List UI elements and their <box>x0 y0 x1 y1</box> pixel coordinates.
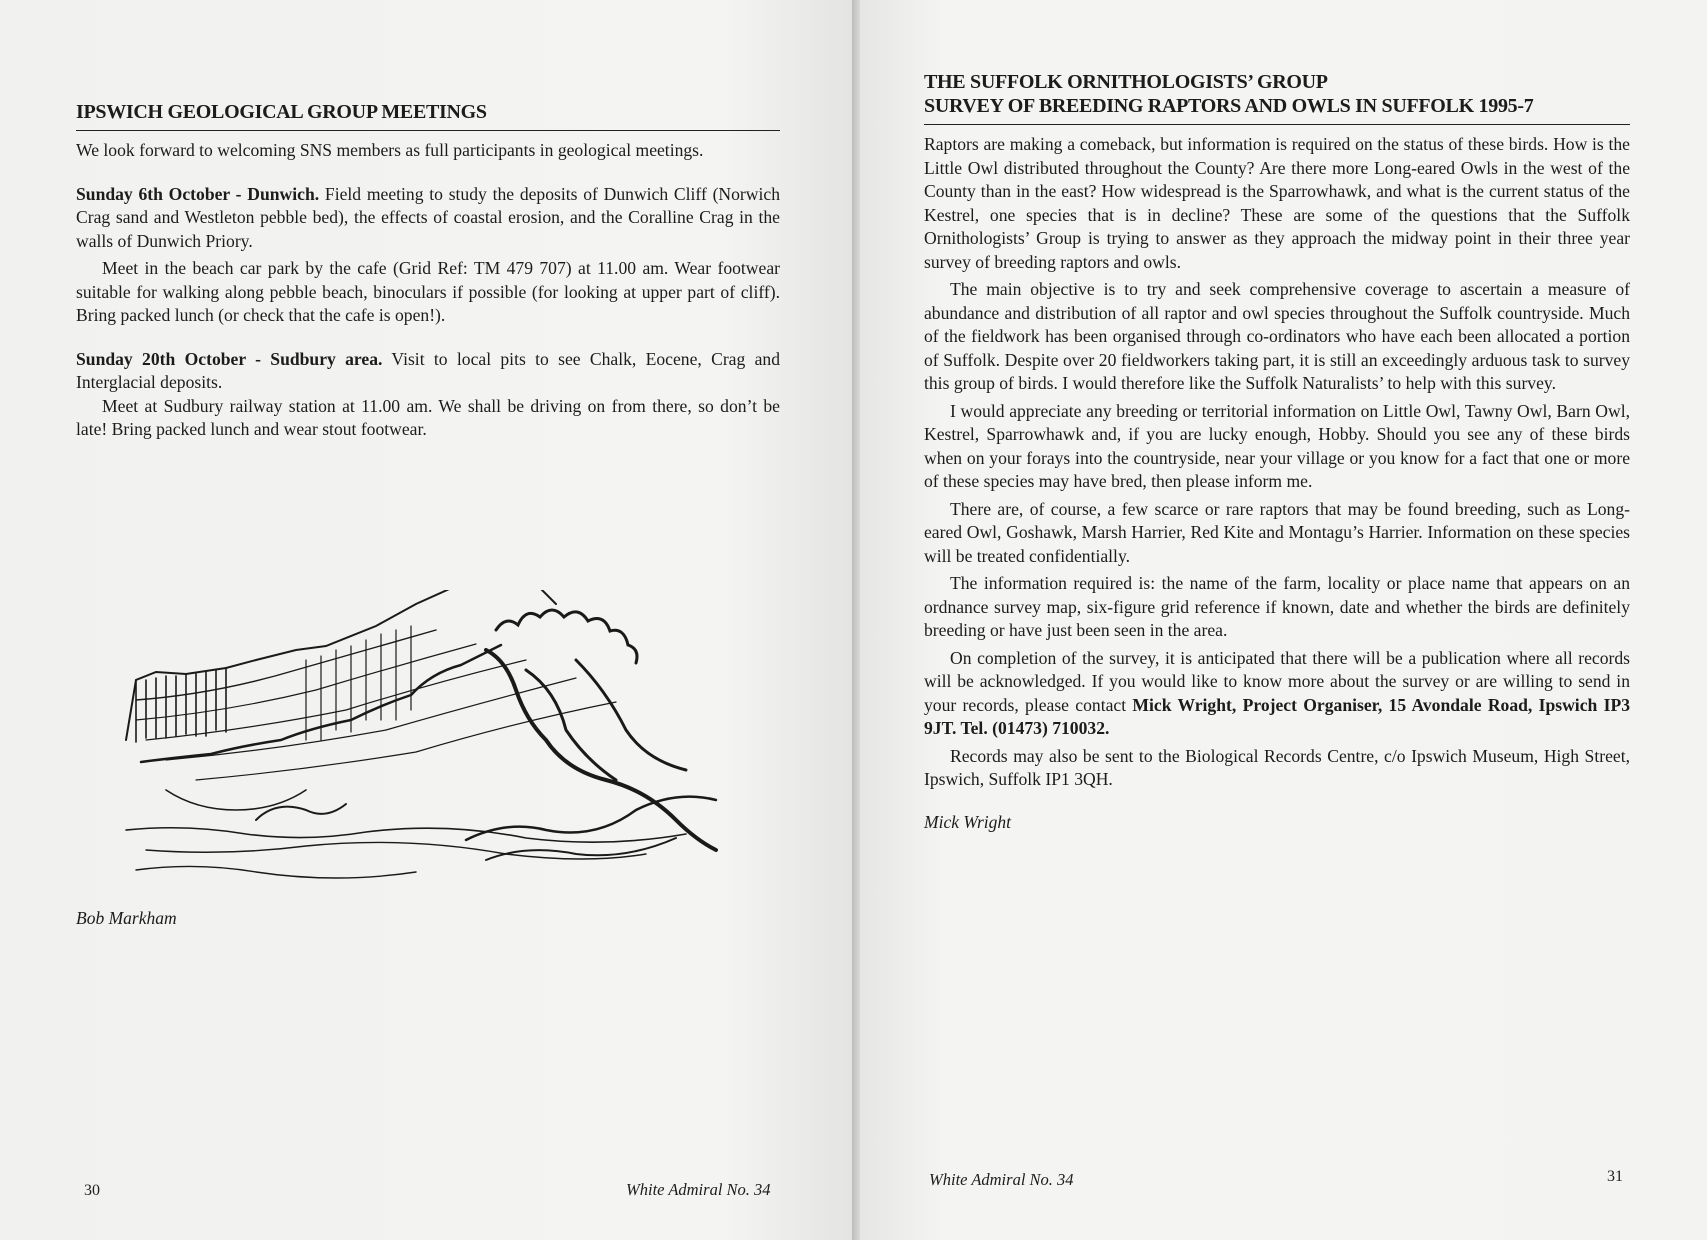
magazine-title-left: White Admiral No. 34 <box>626 1180 771 1199</box>
meeting1-details: Meet in the beach car park by the cafe (Grid Ref: TM 479 707) at 11.00 am. Wear footwear suitable for walking along pebble beach, binoculars if possible (for looking at upper part of cliff). Bring packed lunch (or check that the cafe is open!). <box>76 258 780 325</box>
author-signature-right: Mick Wright <box>924 811 1011 832</box>
survey-paragraph-3: I would appreciate any breeding or territorial information on Little Owl, Tawny Owl, Barn Owl, Kestrel, Sparrowhawk and, if you are lucky enough, Hobby. Should you see any of these birds when on your forays into the countryside, near your village or you know for a fact that one or more of these species may have bred, then please inform me. <box>924 400 1630 491</box>
page-number-left: 30 <box>84 1182 100 1199</box>
raptor-heading-line1: THE SUFFOLK ORNITHOLOGISTS’ GROUP <box>924 71 1328 93</box>
meeting2-description: Visit to local pits to see Chalk, Eocene, Crag and Interglacial deposits. <box>76 348 780 392</box>
meeting1-paragraph <box>76 183 780 254</box>
page-number-right: 31 <box>1607 1168 1623 1185</box>
meeting1-description: Field meeting to study the deposits of Dunwich Cliff (Norwich Crag sand and Westleton pebble bed), the effects of coastal erosion, and the Coralline Crag in the walls of Dunwich Priory. <box>76 183 780 251</box>
contact-intro: On completion of the survey, it is anticipated that there will be a publication where all records will be acknowledged. If you would like to know more about the survey or are willing to send in your records, please contact <box>924 647 1630 715</box>
heading-rule <box>76 130 780 131</box>
author-signature-left: Bob Markham <box>76 908 177 928</box>
right-page <box>860 0 1707 1240</box>
survey-paragraph-6 <box>924 647 1630 741</box>
raptor-heading-rule <box>924 124 1630 125</box>
raptor-heading-line2: SURVEY OF BREEDING RAPTORS AND OWLS IN SUFFOLK 1995-7 <box>924 95 1534 117</box>
meeting1-heading: Sunday 6th October - Dunwich. <box>76 183 320 204</box>
left-page <box>0 0 852 1240</box>
cliff-sketch-illustration <box>106 590 796 930</box>
meeting2-paragraph <box>76 348 780 395</box>
contact-details: Mick Wright, Project Organiser, 15 Avondale Road, Ipswich IP3 9JT. Tel. (01473) 710032. <box>924 694 1630 738</box>
left-signature-block <box>76 908 780 929</box>
left-column <box>76 100 780 442</box>
book-gutter <box>852 0 860 1240</box>
survey-paragraph-2: The main objective is to try and seek comprehensive coverage to ascertain a measure of abundance and distribution of all raptor and owl species throughout the Suffolk countryside. Much of the fieldwork has been organised through co-ordinators who have each been allocated a portion of Suffolk. Despite over 20 fieldworkers taking part, it is still an exceedingly arduous task to survey this group of birds. I would therefore like the Suffolk Naturalists’ to help with this survey. <box>924 279 1630 393</box>
survey-paragraph-7: Records may also be sent to the Biological Records Centre, c/o Ipswich Museum, High Street, Ipswich, Suffolk IP1 3QH. <box>924 745 1630 789</box>
survey-paragraph-1: Raptors are making a comeback, but information is required on the status of these birds. How is the Little Owl distributed throughout the County? Are there more Long-eared Owls in the west of the County than in the east? How widespread is the Sparrowhawk, and what is the current status of the Kestrel, one species that is in decline? These are some of the questions that the Suffolk Ornithologists’ Group is trying to answer as they approach the midway point in their three year survey of breeding raptors and owls. <box>924 134 1630 272</box>
survey-paragraph-4: There are, of course, a few scarce or rare raptors that may be found breeding, such as Long-eared Owl, Goshawk, Marsh Harrier, Red Kite and Montagu’s Harrier. Information on these species will be treated confidentially. <box>924 498 1630 566</box>
geology-heading: IPSWICH GEOLOGICAL GROUP MEETINGS <box>76 101 487 123</box>
survey-paragraph-5: The information required is: the name of the farm, locality or place name that appears on an ordnance survey map, six-figure grid reference if known, date and whether the birds are definitely breeding or have just been seen in the area. <box>924 573 1630 640</box>
magazine-title-right: White Admiral No. 34 <box>929 1170 1074 1189</box>
right-column <box>924 70 1630 833</box>
meeting2-heading: Sunday 20th October - Sudbury area. <box>76 348 383 369</box>
meeting2-details: Meet at Sudbury railway station at 11.00 am. We shall be driving on from there, so don’t be late! Bring packed lunch and wear stout footwear. <box>76 395 780 439</box>
intro-paragraph: We look forward to welcoming SNS members as full participants in geological meetings. <box>76 140 704 160</box>
